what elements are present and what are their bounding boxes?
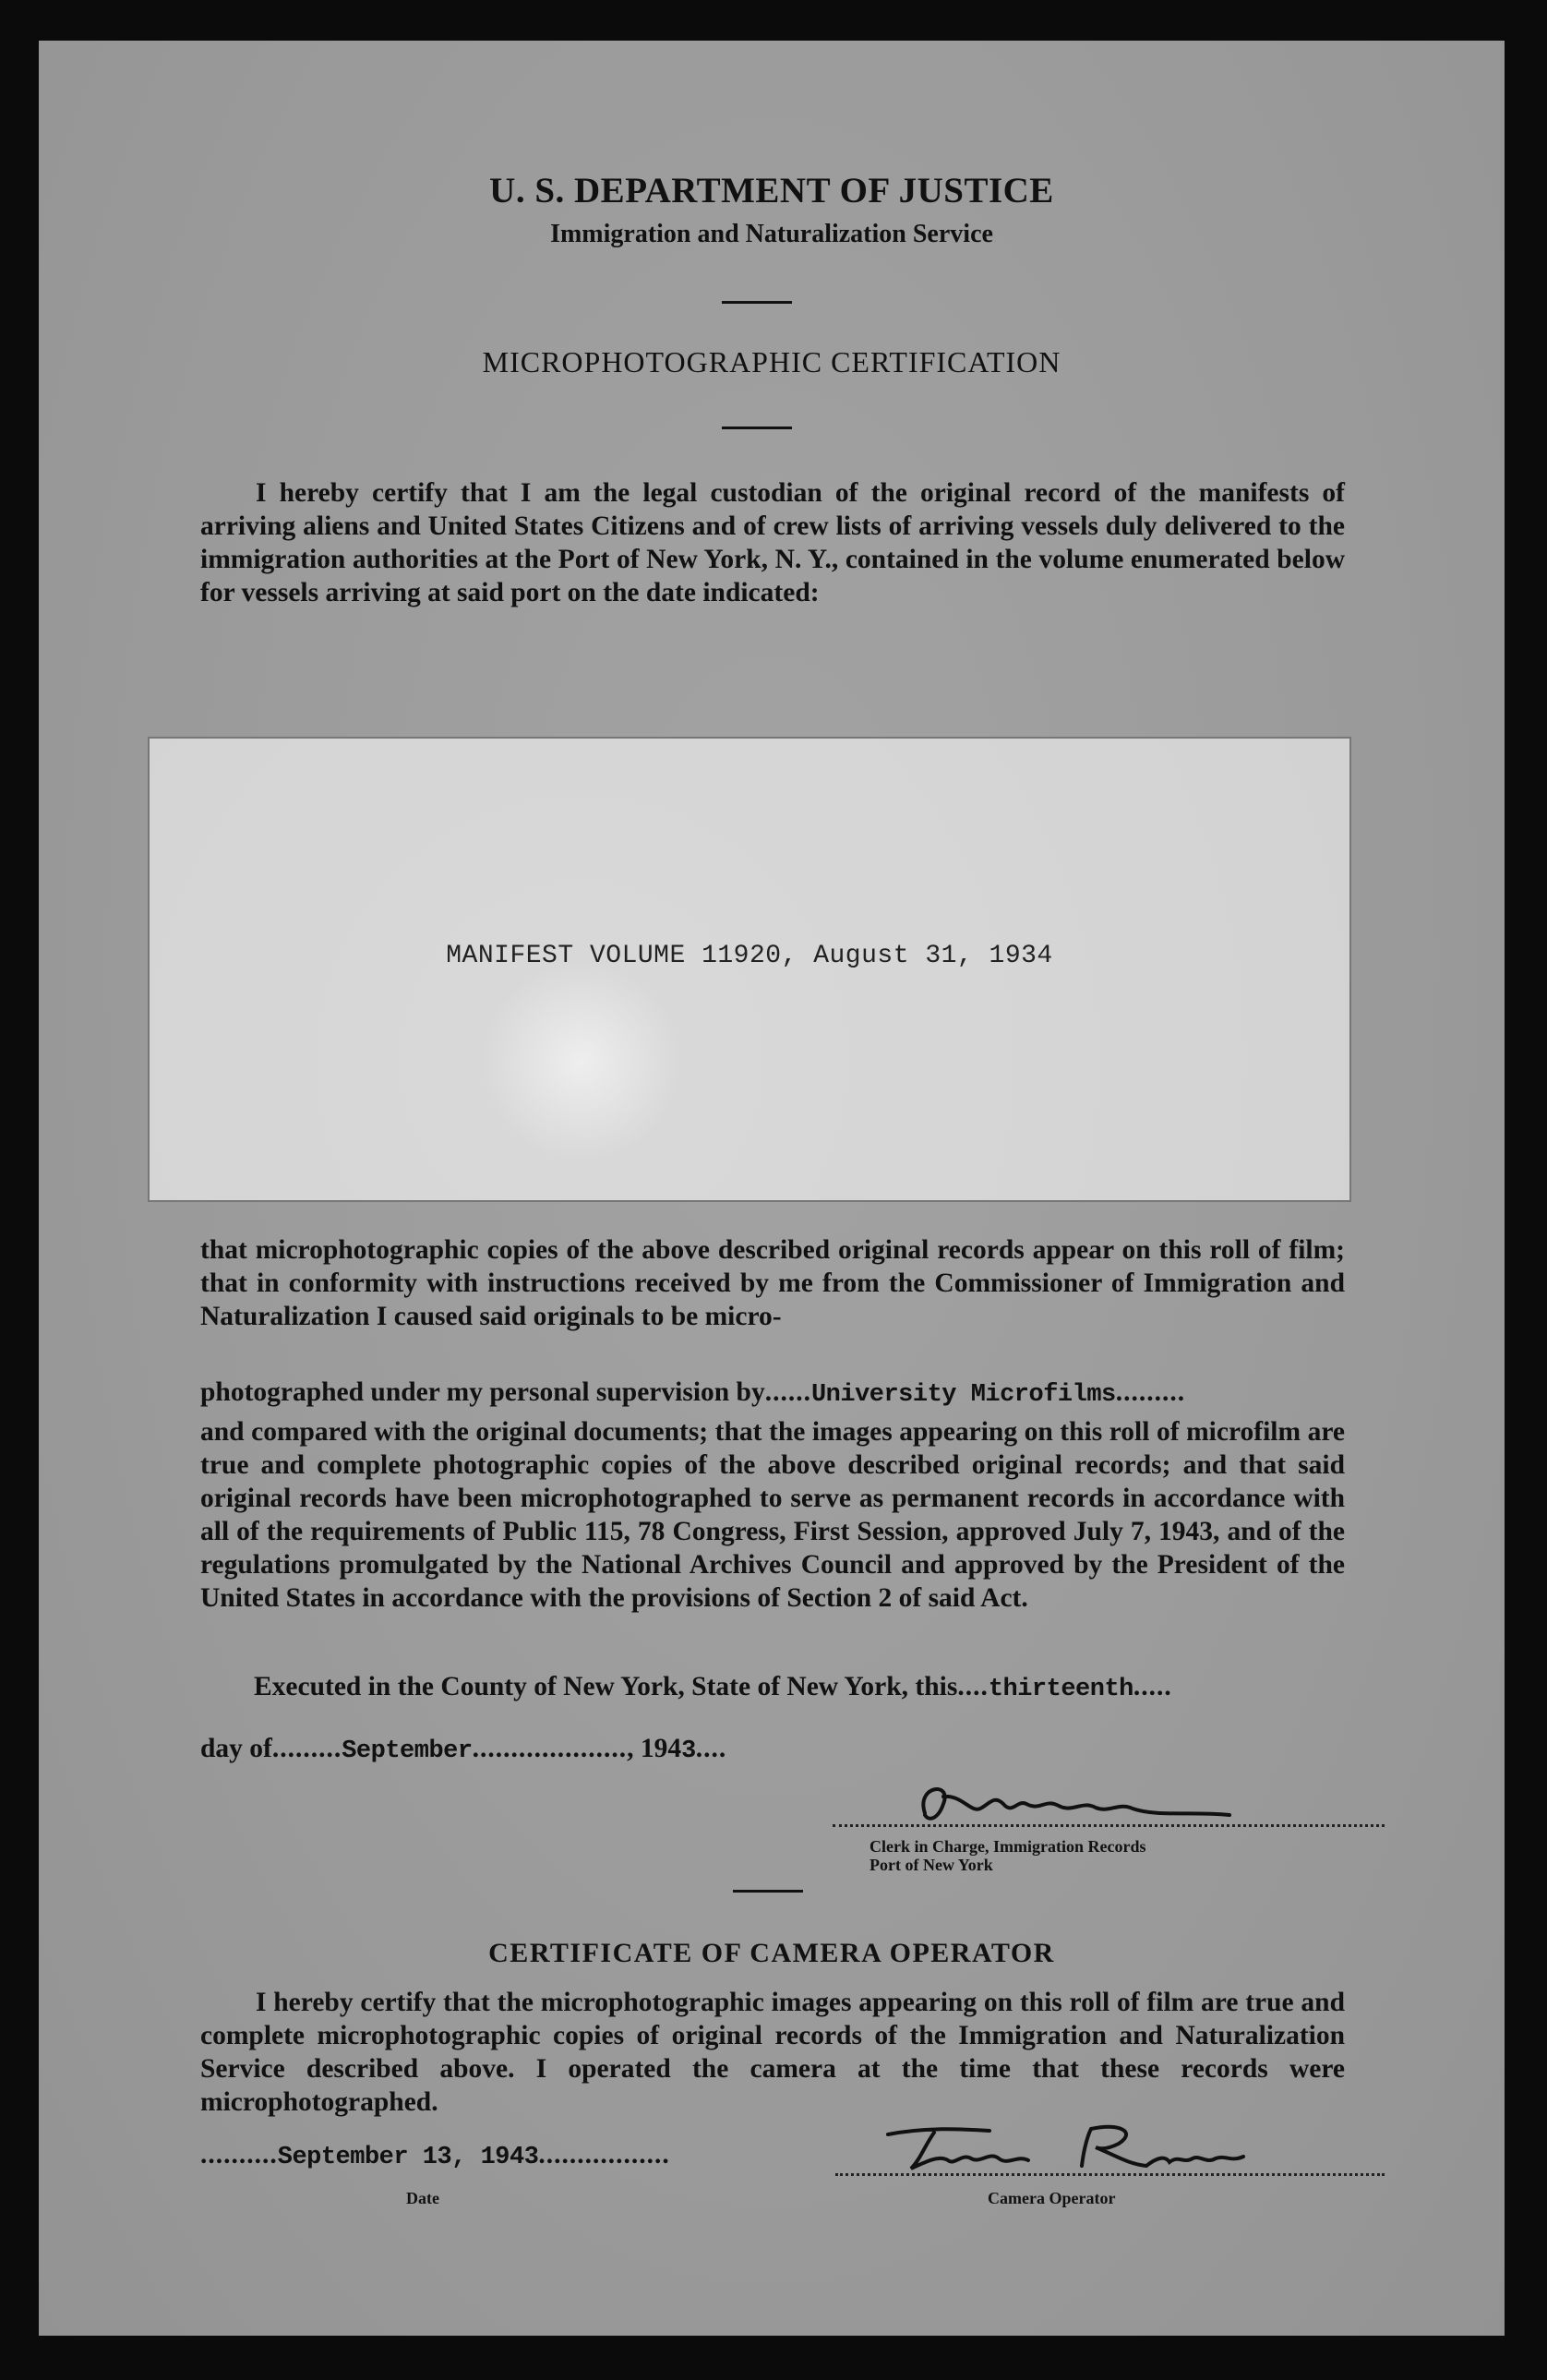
microfilm-company-value: University Microfilms	[810, 1381, 1116, 1409]
certificate-sheet	[39, 41, 1505, 2336]
divider-rule	[733, 1890, 803, 1893]
day-of-label: day of	[200, 1734, 272, 1763]
body-paragraph-bottom: and compared with the original documents; that the images appearing on this roll of microfilm are true and complete photographic copies of the above described original records; and that said original records have been microphotographed to serve as permanent records in accordance with all of the requirements of Public 115, 78 Congress, First Session, approved July 7, 1943, and of the regulations promulgated by the National Archives Council and approved by the President of the United States in accordance with the provisions of Section 2 of said Act.	[200, 1417, 1345, 1613]
clerk-title	[869, 1837, 1145, 1874]
date-label: Date	[406, 2189, 439, 2207]
manifest-inset-card	[148, 737, 1351, 1202]
intro-paragraph: I hereby certify that I am the legal custodian of the original record of the manifests of arriving aliens and United States Citizens and of crew lists of arriving vessels duly delivered to the immigration authorities at the Port of New York, N. Y., contained in the volume enumerated below for vessels arriving at said port on the date indicated:	[200, 478, 1345, 607]
camera-paragraph: I hereby certify that the microphotographic images appearing on this roll of film are true and complete microphotographic copies of original records of the Immigration and Naturalization Service described above. I operated the camera at the time that these records were microphotographed.	[200, 1988, 1345, 2117]
body-paragraph-top: that microphotographic copies of the above described original records appear on this roll of film; that in conformity with instructions received by me from the Commissioner of Immigration and Naturalization I caused said originals to be micro-	[200, 1235, 1345, 1331]
divider-rule	[722, 301, 792, 304]
department-heading: U. S. DEPARTMENT OF JUSTICE	[489, 171, 1054, 210]
executed-prefix: Executed in the County of New York, State of New York, this	[254, 1672, 958, 1701]
supervision-prefix: photographed under my personal supervision by	[200, 1377, 765, 1407]
year-digit-value: 3	[681, 1737, 696, 1765]
clerk-signature	[888, 1776, 1294, 1832]
certification-title: MICROPHOTOGRAPHIC CERTIFICATION	[482, 345, 1061, 379]
day-of-line: day of.........September...................., 1943....	[200, 1734, 727, 1765]
service-subheading: Immigration and Naturalization Service	[550, 220, 993, 248]
camera-operator-title: CERTIFICATE OF CAMERA OPERATOR	[488, 1938, 1055, 1968]
executed-line: Executed in the County of New York, State of New York, this....thirteenth.....	[254, 1672, 1172, 1703]
manifest-volume-label: MANIFEST VOLUME 11920, August 31, 1934	[446, 942, 1053, 970]
divider-rule	[722, 427, 792, 429]
supervision-line: photographed under my personal supervision by......University Microfilms.........	[200, 1377, 1186, 1409]
clerk-title-line1: Clerk in Charge, Immigration Records	[869, 1837, 1146, 1856]
executed-month-value: September	[342, 1737, 473, 1765]
camera-date-line: ..........September 13, 1943.................	[200, 2140, 670, 2171]
camera-date-value: September 13, 1943	[277, 2144, 539, 2171]
operator-signature	[869, 2118, 1276, 2182]
executed-day-value: thirteenth	[988, 1676, 1133, 1703]
clerk-title-line2: Port of New York	[869, 1856, 993, 1874]
year-prefix: , 194	[627, 1734, 682, 1763]
camera-operator-label: Camera Operator	[988, 2189, 1116, 2207]
